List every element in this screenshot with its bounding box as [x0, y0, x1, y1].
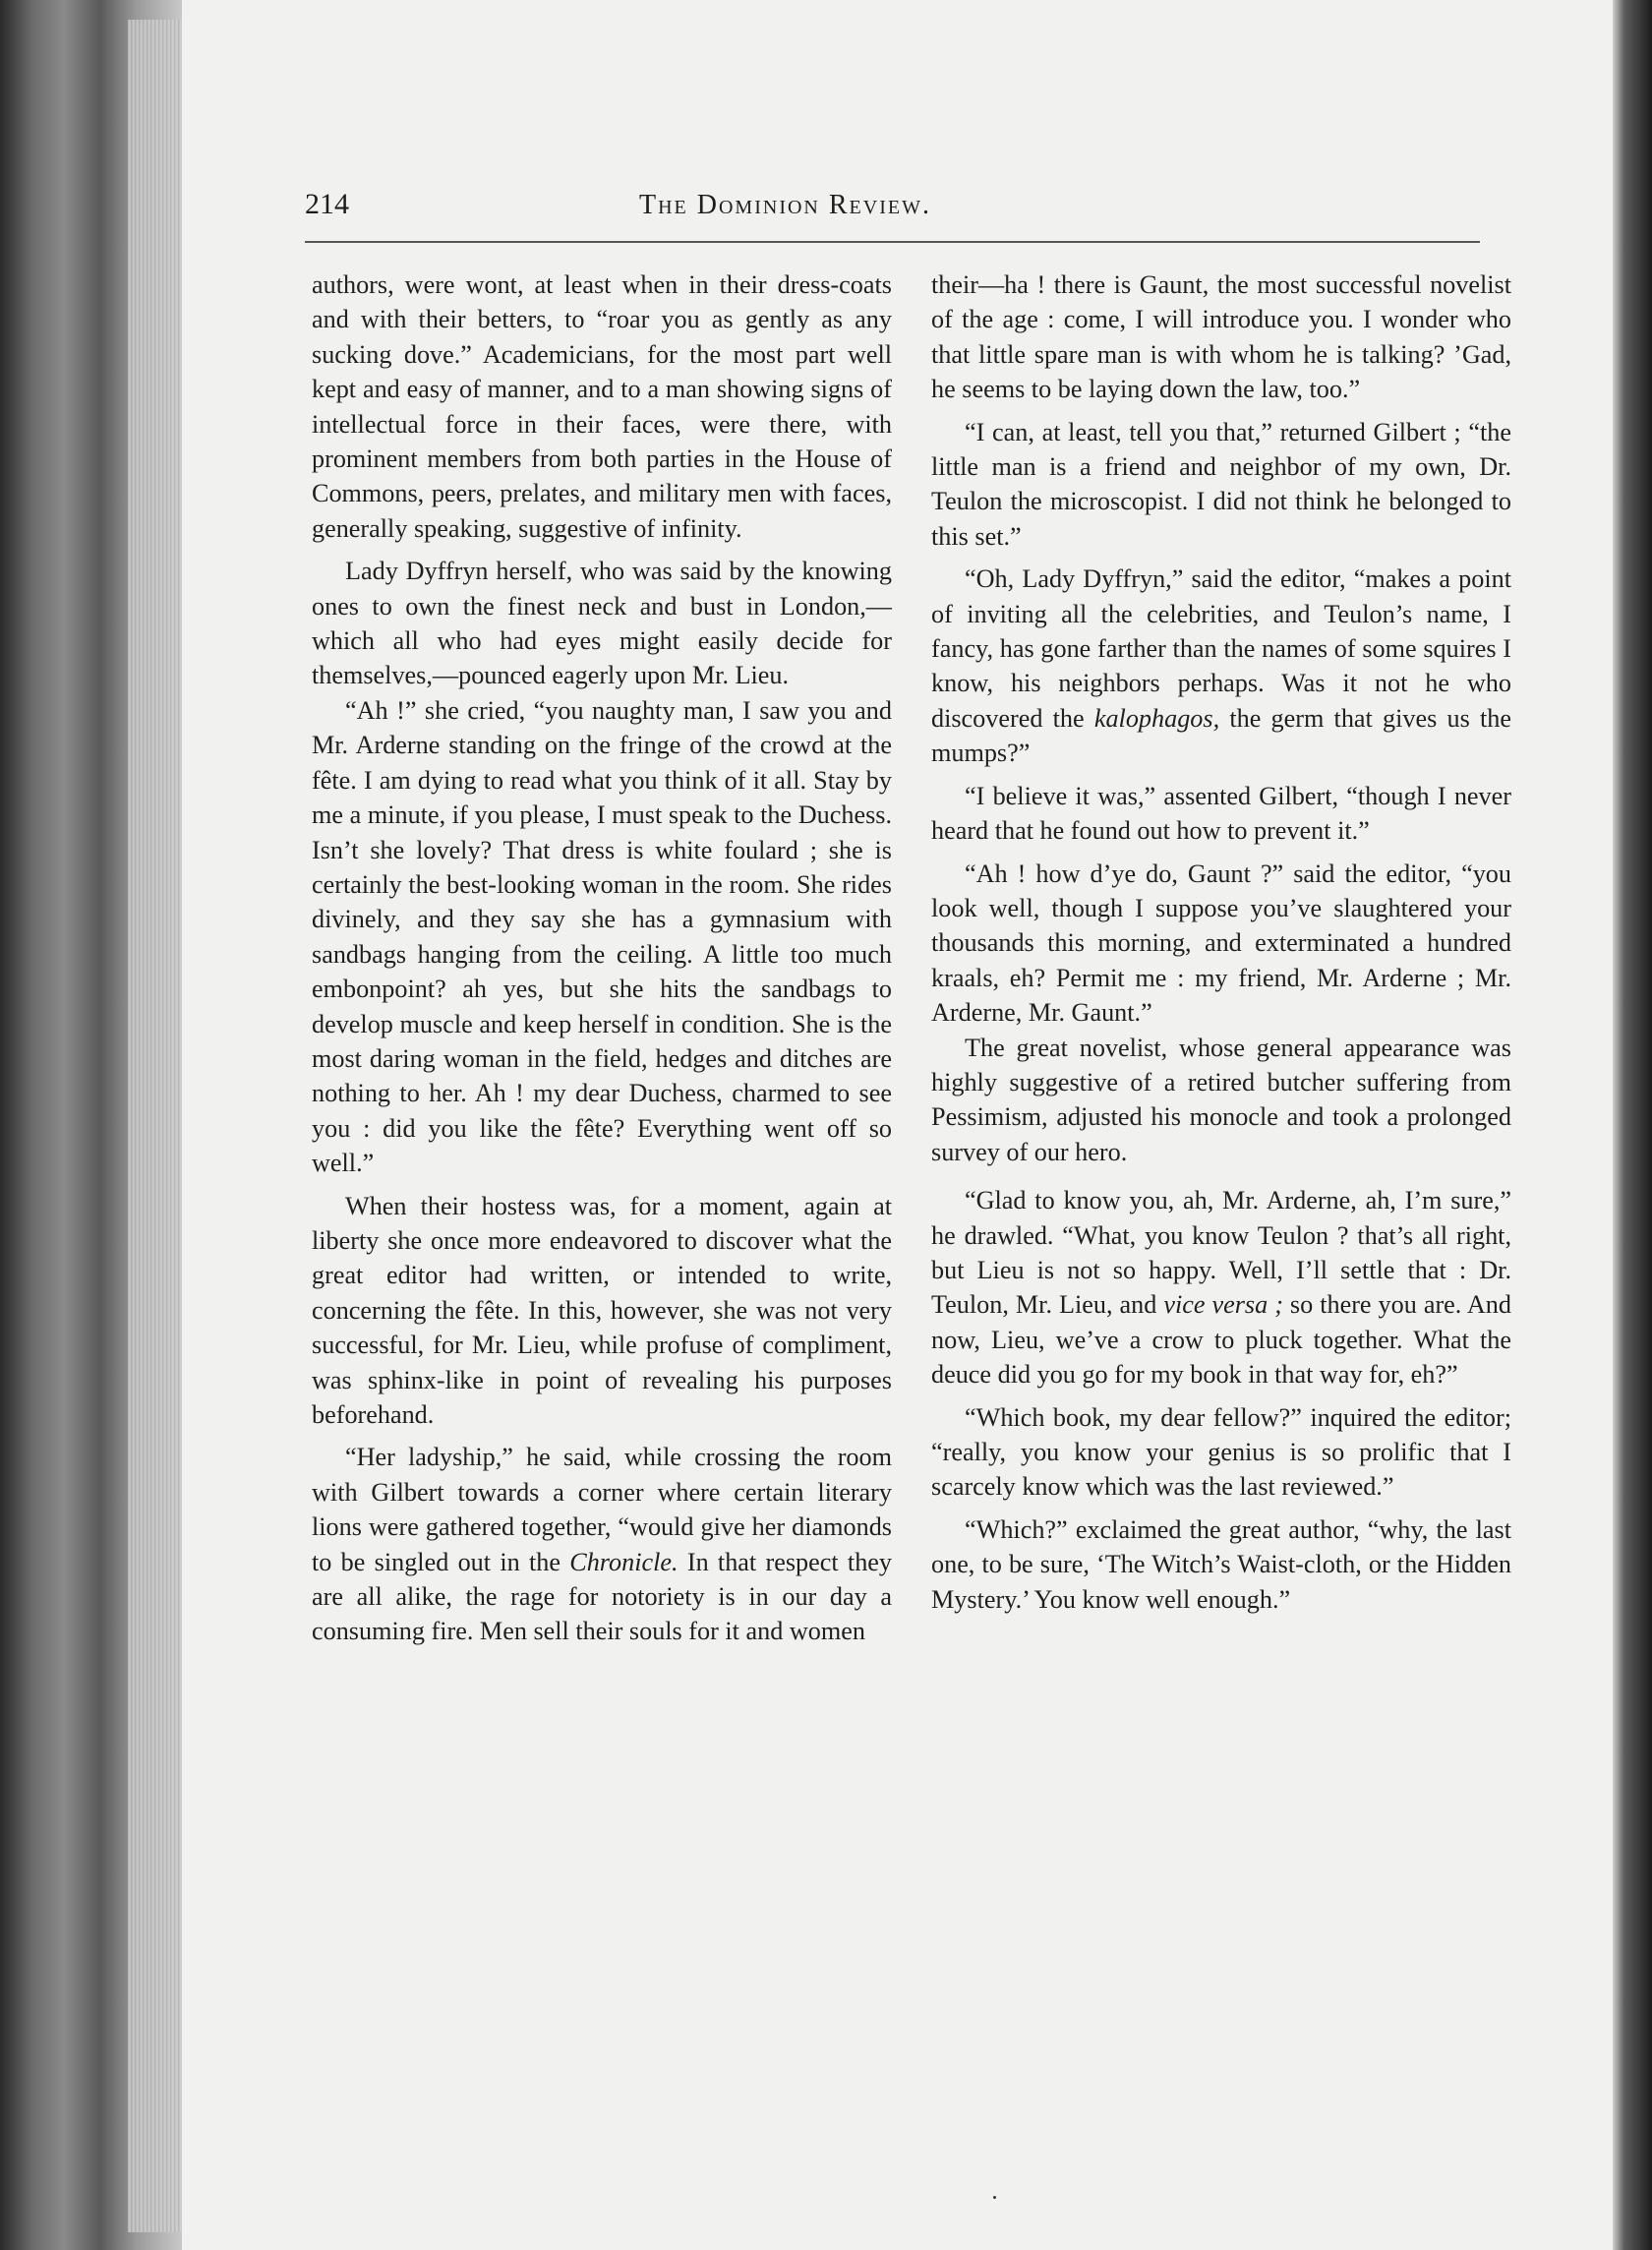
- paragraph-text: “Oh, Lady Dyffryn,” said the editor, “makes a point of inviting all the celebrities, and Teulon’s name, I fancy, has gone farther than the names of some squires I know, his neighbors perhaps. Was it not he who discovered the: [931, 564, 1511, 733]
- paragraph: “I believe it was,” assented Gilbert, “though I never heard that he found out how to prevent it.”: [931, 781, 1511, 846]
- paragraph: authors, were wont, at least when in their dress-coats and with their betters, to “roar you as gently as any sucking dove.” Academicians, for the most part well kept and easy of manner, and to a man showing signs of intellectual force in their faces, were there, with prominent members from both parties in the House of Commons, peers, prelates, and military men with faces, generally speaking, suggestive of infinity.: [312, 270, 892, 543]
- paragraph: “Ah ! how d’ye do, Gaunt ?” said the editor, “you look well, though I suppose you’ve slaughtered your thousands this morning, and exterminated a hundred kraals, eh? Permit me : my friend, Mr. Arderne ; Mr. Arderne, Mr. Gaunt.”: [931, 859, 1511, 1028]
- running-title: The Dominion Review.: [639, 190, 931, 220]
- paragraph-text: “Her ladyship,” he said, while crossing the room with Gilbert towards a corner where certain literary lions were gathered together, “would give her diamonds to be singled out in the: [312, 1443, 892, 1576]
- paragraph: their—ha ! there is Gaunt, the most successful novelist of the age : come, I will introduce you. I wonder who that little spare man is with whom he is talking? ’Gad, he seems to be laying down the law, too.”: [931, 270, 1511, 404]
- paragraph: Lady Dyffryn herself, who was said by the knowing ones to own the finest neck and bust in London,—which all who had eyes might easily decide for themselves,—pounced eagerly upon Mr. Lieu.: [312, 557, 892, 690]
- paragraph: [312, 1440, 892, 1648]
- paragraph-text: “Glad to know you, ah, Mr. Arderne, ah, I’m sure,” he drawled. “What, you know Teulon ? that’s all right, but Lieu is not so happy. Well, I’ll settle that : Dr. Teulon, Mr. Lieu, and: [931, 1186, 1511, 1320]
- page-header: [305, 182, 1480, 243]
- page-edges: [128, 20, 187, 2232]
- italic-text: vice versa ;: [1163, 1290, 1283, 1320]
- paragraph-text: In that respect they are all alike, the rage for notoriety is in our day a consuming fire. Men sell their souls for it and women: [312, 1547, 893, 1646]
- page-number: 214: [305, 188, 349, 220]
- right-column: [931, 267, 1511, 1617]
- paragraph: “Which?” exclaimed the great author, “why, the last one, to be sure, ‘The Witch’s Waist-cloth, or the Hidden Mystery.’ You know well enough.”: [931, 1514, 1511, 1614]
- paragraph-text: the germ that gives us the mumps?”: [931, 703, 1511, 768]
- left-column: [312, 267, 892, 1649]
- paragraph: “Which book, my dear fellow?” inquired the editor; “really, you know your genius is so prolific that I scarcely know which was the last reviewed.”: [931, 1402, 1511, 1502]
- italic-text: Chronicle.: [569, 1547, 678, 1576]
- paragraph: When their hostess was, for a moment, again at liberty she once more endeavored to discover what the great editor had written, or intended to write, concerning the fête. In this, however, she was not very successful, for Mr. Lieu, while profuse of compliment, was sphinx-like in point of revealing his purposes beforehand.: [312, 1191, 892, 1429]
- book-binding-right: [1613, 0, 1652, 2250]
- paragraph: “I can, at least, tell you that,” returned Gilbert ; “the little man is a friend and neighbor of my own, Dr. Teulon the microscopist. I did not think he belonged to this set.”: [931, 417, 1511, 551]
- paragraph: “Ah !” she cried, “you naughty man, I saw you and Mr. Arderne standing on the fringe of the crowd at the fête. I am dying to read what you think of it all. Stay by me a minute, if you please, I must speak to the Duchess. Isn’t she lovely? That dress is white foulard ; she is certainly the best-looking woman in the room. She rides divinely, and they say she has a gymnasium with sandbags hanging from the ceiling. A little too much embonpoint? ah yes, but she hits the sandbags to develop muscle and keep herself in condition. She is the most daring woman in the field, hedges and ditches are nothing to her. Ah ! my dear Duchess, charmed to see you : did you like the fête? Everything went off so well.”: [312, 695, 892, 1178]
- paragraph: [931, 562, 1511, 770]
- paragraph: The great novelist, whose general appearance was highly suggestive of a retired butcher suffering from Pessimism, adjusted his monocle and took a prolonged survey of our hero.: [931, 1033, 1511, 1166]
- print-speck: [993, 2196, 996, 2199]
- paragraph: [931, 1183, 1511, 1391]
- italic-text: kalophagos,: [1093, 703, 1220, 733]
- book-page: [182, 0, 1613, 2250]
- paragraph-text: so there you are. And now, Lieu, we’ve a crow to pluck together. What the deuce did you go for my book in that way for, eh?”: [931, 1290, 1511, 1390]
